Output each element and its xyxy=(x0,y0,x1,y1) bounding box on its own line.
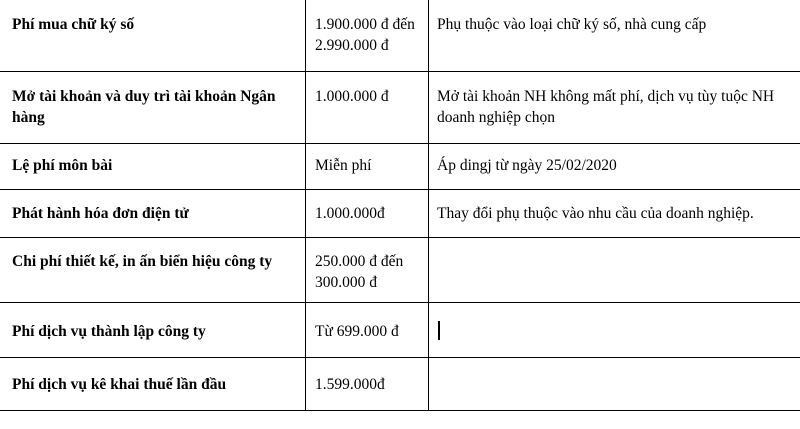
item-label: Phát hành hóa đơn điện tử xyxy=(12,205,189,222)
item-cell xyxy=(0,0,306,72)
price-value: Từ 699.000 đ xyxy=(315,323,399,340)
note-text xyxy=(429,238,800,251)
price-value: 1.000.000đ xyxy=(315,205,385,222)
price-cell xyxy=(306,303,429,358)
item-label: Phí dịch vụ thành lập công ty xyxy=(12,323,206,340)
item-label: Phí dịch vụ kê khai thuế lần đầu xyxy=(12,376,227,393)
table-row xyxy=(0,144,800,190)
note-cell[interactable] xyxy=(429,358,800,411)
item-cell xyxy=(0,303,306,358)
price-cell xyxy=(306,0,429,72)
price-cell xyxy=(306,358,429,411)
price-cell xyxy=(306,72,429,144)
price-cell xyxy=(306,190,429,238)
note-cell xyxy=(429,72,800,144)
note-edit-area[interactable] xyxy=(429,303,800,343)
note-text: Mở tài khoản NH không mất phí, dịch vụ tùy tuộc NH doanh nghiệp chọn xyxy=(437,88,775,126)
table-row xyxy=(0,238,800,303)
note-cell xyxy=(429,0,800,72)
price-cell xyxy=(306,238,429,303)
item-label: Phí mua chữ ký số xyxy=(12,16,135,33)
item-label: Mở tài khoản và duy trì tài khoản Ngân hàng xyxy=(12,88,276,126)
text-cursor xyxy=(438,321,440,340)
price-value: 1.599.000đ xyxy=(315,376,385,393)
table-row xyxy=(0,0,800,72)
note-cell xyxy=(429,144,800,190)
table-row xyxy=(0,72,800,144)
table-row xyxy=(0,358,800,411)
page-bottom-margin xyxy=(0,419,800,429)
note-text: Thay đổi phụ thuộc vào nhu cầu của doanh nghiệp. xyxy=(437,205,754,222)
item-label: Chi phí thiết kế, in ấn biển hiệu công ty xyxy=(12,253,273,270)
price-value: Miễn phí xyxy=(315,157,372,174)
price-value: 250.000 đ đến 300.000 đ xyxy=(315,253,404,291)
note-text: Phụ thuộc vào loại chữ ký số, nhà cung cấp xyxy=(437,16,707,33)
item-label: Lệ phí môn bài xyxy=(12,157,113,174)
note-cell xyxy=(429,190,800,238)
table-row xyxy=(0,190,800,238)
note-cell[interactable] xyxy=(429,238,800,303)
price-value: 1.900.000 đ đến 2.990.000 đ xyxy=(315,16,415,54)
item-cell xyxy=(0,358,306,411)
item-cell xyxy=(0,72,306,144)
item-cell xyxy=(0,190,306,238)
note-text: Áp dingj từ ngày 25/02/2020 xyxy=(437,157,617,174)
price-cell xyxy=(306,144,429,190)
item-cell xyxy=(0,144,306,190)
price-value: 1.000.000 đ xyxy=(315,88,389,105)
note-text xyxy=(429,358,800,374)
note-cell-editing[interactable] xyxy=(429,303,800,358)
item-cell xyxy=(0,238,306,303)
table-row xyxy=(0,303,800,358)
